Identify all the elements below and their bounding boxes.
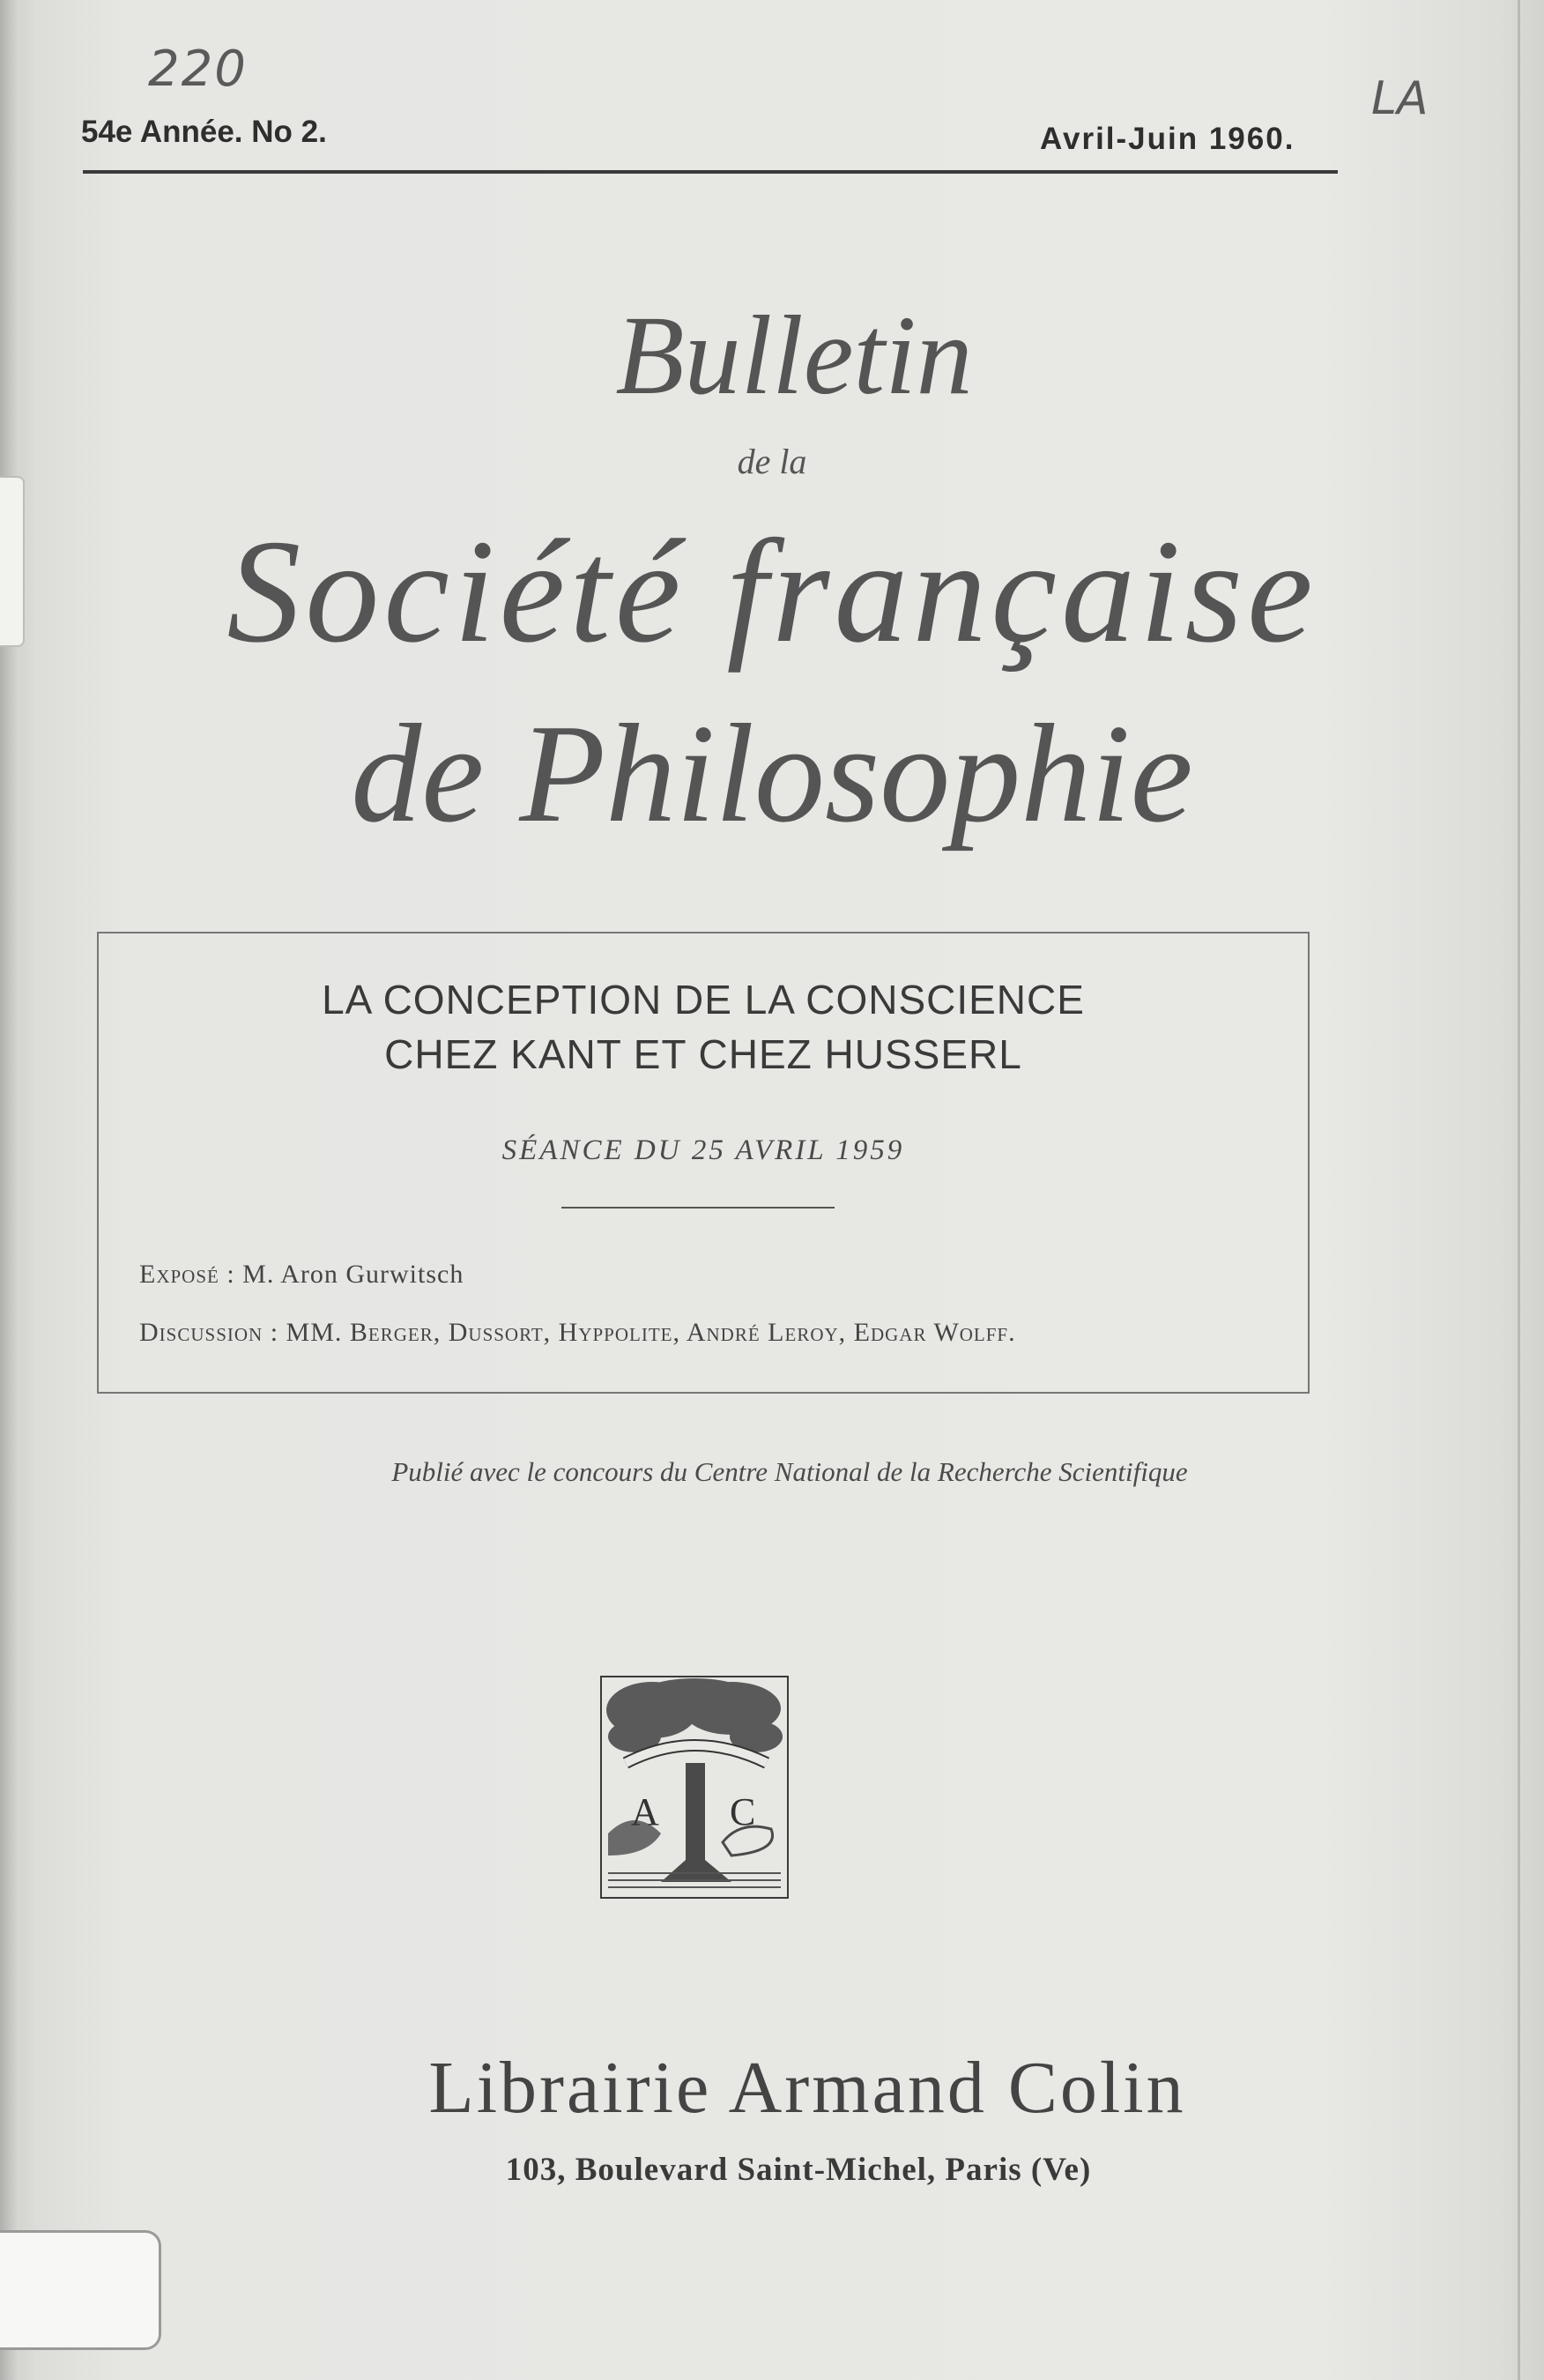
discussion-text: : MM. Berger, Dussort, Hyppolite, André Leroy, Edgar Wolff. (270, 1318, 1016, 1347)
library-sticker (0, 2230, 161, 2350)
discussion-line (139, 1318, 1016, 1348)
session-divider (561, 1207, 835, 1209)
session-date: SÉANCE DU 25 AVRIL 1959 (501, 1134, 905, 1166)
issue-date: Avril-Juin 1960. (1040, 122, 1295, 156)
expose-line (139, 1260, 464, 1290)
tree-trunk (686, 1763, 705, 1869)
title-philosophie: de Philosophie (351, 695, 1193, 852)
emblem-letter-a: A (631, 1790, 659, 1833)
expose-label: Exposé (139, 1260, 219, 1289)
cnrs-credit: Publié avec le concours du Centre National de la Recherche Scientifique (391, 1456, 1188, 1487)
title-bulletin-text: Bulletin (615, 293, 973, 418)
title-de-la: de la (737, 442, 807, 481)
emblem-letter-c: C (730, 1790, 756, 1833)
issue-number: 54e Année. No 2. (81, 115, 327, 149)
header-rule (83, 170, 1338, 174)
discussion-label: Discussion (139, 1318, 264, 1347)
session-box (97, 932, 1310, 1394)
session-heading-1: LA CONCEPTION DE LA CONSCIENCE (322, 977, 1085, 1023)
handwritten-number: 220 (148, 41, 248, 98)
handwritten-initials: LA (1371, 72, 1429, 125)
expose-text: : M. Aron Gurwitsch (226, 1260, 464, 1289)
publisher-address: 103, Boulevard Saint-Michel, Paris (Ve) (505, 2152, 1092, 2188)
title-bulletin (0, 291, 1544, 420)
publisher-name: Librairie Armand Colin (428, 2047, 1186, 2129)
publisher-emblem (599, 1675, 790, 1900)
title-societe: Société française (226, 509, 1318, 673)
session-heading-2: CHEZ KANT ET CHEZ HUSSERL (384, 1031, 1022, 1077)
